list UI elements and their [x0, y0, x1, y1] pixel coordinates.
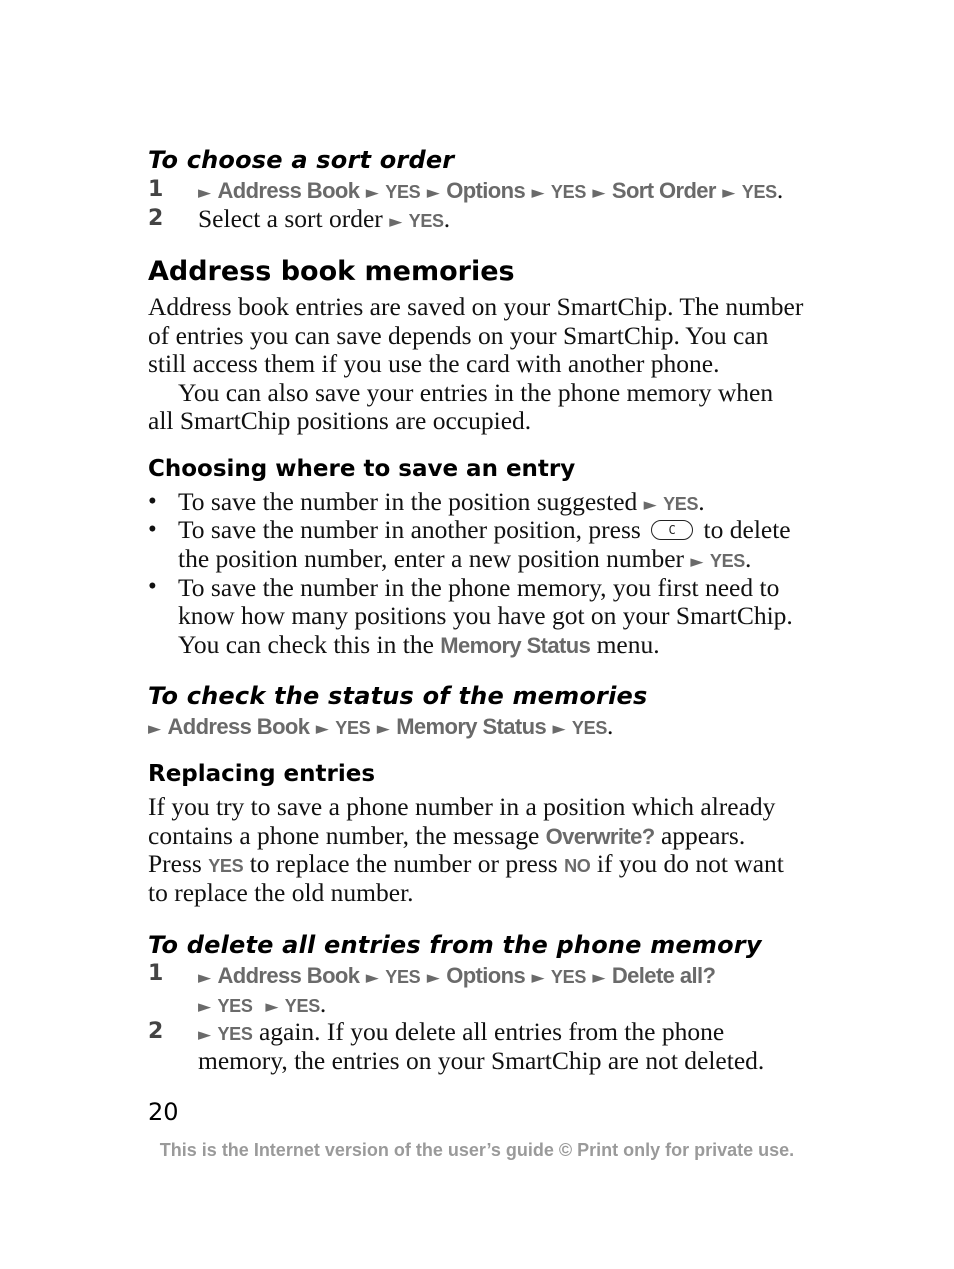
arrow-right-icon: ►	[592, 183, 606, 203]
bullet-item: To save the number in the position suggested ► YES.	[178, 487, 705, 516]
menu-item: Options	[446, 963, 526, 988]
yes-key-label: YES	[550, 182, 587, 202]
arrow-right-icon: ►	[365, 968, 379, 988]
paragraph-line: still access them if you use the card with another phone.	[148, 349, 720, 378]
delete-all-heading: To delete all entries from the phone memory	[148, 931, 762, 959]
delete-step-1-continued: ► YES ► YES.	[198, 989, 327, 1018]
paragraph-line: You can also save your entries in the phone memory when	[178, 378, 774, 407]
paragraph-line: to replace the old number.	[148, 878, 414, 907]
arrow-right-icon: ►	[376, 719, 390, 739]
bullet-text: To save the number in the position suggested	[178, 487, 638, 516]
bullet-icon: •	[148, 573, 157, 600]
menu-item: Address Book	[167, 714, 310, 739]
check-status-path: ► Address Book ► YES ► Memory Status ► YES.	[148, 711, 614, 740]
menu-item: Options	[446, 178, 526, 203]
yes-key-label: YES	[741, 182, 777, 202]
check-status-heading: To check the status of the memories	[148, 682, 648, 710]
yes-key-label: YES	[335, 718, 371, 738]
yes-key-label: YES	[709, 551, 745, 571]
bullet-text: know how many positions you have got on your SmartChip.	[178, 601, 793, 630]
paragraph-line: all SmartChip positions are occupied.	[148, 406, 532, 435]
yes-key-label: YES	[385, 182, 421, 202]
step-number: 1	[148, 177, 164, 202]
arrow-right-icon: ►	[198, 997, 212, 1017]
yes-key-label: YES	[550, 967, 587, 987]
yes-key-label: YES	[284, 996, 320, 1016]
bullet-text: You can check this in the	[178, 630, 434, 659]
yes-key-label: YES	[408, 211, 444, 231]
paragraph-line: of entries you can save depends on your SmartChip. You can	[148, 321, 769, 350]
arrow-right-icon: ►	[198, 1025, 212, 1045]
menu-item: Address Book	[217, 178, 360, 203]
step-number: 2	[148, 206, 164, 231]
yes-key-label: YES	[571, 718, 608, 738]
step-text: again. If you delete all entries from the phone	[258, 1017, 725, 1046]
arrow-right-icon: ►	[148, 719, 162, 739]
arrow-right-icon: ►	[198, 968, 212, 988]
arrow-right-icon: ►	[531, 968, 545, 988]
bullet-item	[178, 515, 791, 544]
bullet-text: To save the number in the phone memory, you first need to	[178, 573, 780, 602]
arrow-right-icon: ►	[643, 495, 657, 515]
bullet-icon: •	[148, 488, 157, 515]
sort-order-heading: To choose a sort order	[148, 146, 455, 174]
text: Press	[148, 849, 202, 878]
sort-order-step-2: Select a sort order ► YES.	[198, 204, 451, 233]
menu-item: Overwrite?	[545, 824, 655, 849]
arrow-right-icon: ►	[315, 719, 329, 739]
arrow-right-icon: ►	[531, 183, 545, 203]
arrow-right-icon: ►	[389, 212, 403, 232]
bullet-item-continued: the position number, enter a new position number ► YES.	[178, 544, 752, 573]
text: if you do not want	[596, 849, 784, 878]
yes-key-label: YES	[663, 494, 699, 514]
replacing-heading: Replacing entries	[148, 761, 376, 787]
menu-item: Memory Status	[396, 714, 547, 739]
arrow-right-icon: ►	[592, 968, 606, 988]
menu-item: Address Book	[217, 963, 360, 988]
choosing-heading: Choosing where to save an entry	[148, 456, 576, 482]
paragraph-line: If you try to save a phone number in a position which already	[148, 792, 776, 821]
paragraph-line	[148, 821, 745, 851]
bullet-text: to delete	[703, 515, 791, 544]
arrow-right-icon: ►	[690, 552, 704, 572]
text: appears.	[660, 821, 746, 850]
text: contains a phone number, the message	[148, 821, 540, 850]
no-key-label: NO	[564, 856, 591, 876]
bullet-item-continued	[178, 630, 660, 660]
page-number: 20	[148, 1098, 179, 1126]
yes-key-label: YES	[385, 967, 421, 987]
arrow-right-icon: ►	[265, 997, 279, 1017]
arrow-right-icon: ►	[365, 183, 379, 203]
arrow-right-icon: ►	[552, 719, 566, 739]
step-text: memory, the entries on your SmartChip are not deleted.	[198, 1046, 765, 1075]
footer-notice: This is the Internet version of the user’s guide © Print only for private use.	[159, 1140, 795, 1160]
text: to replace the number or press	[249, 849, 558, 878]
bullet-icon: •	[148, 516, 157, 543]
step-text: Select a sort order	[198, 204, 383, 233]
sort-order-step-1: ► Address Book ► YES ► Options ► YES ► Sort Order ► YES.	[198, 175, 784, 204]
bullet-text: To save the number in another position, press	[178, 515, 641, 544]
step-number: 2	[148, 1019, 164, 1044]
arrow-right-icon: ►	[722, 183, 736, 203]
c-key-icon: C	[651, 520, 693, 540]
bullet-text: menu.	[596, 630, 660, 659]
paragraph-line: Address book entries are saved on your SmartChip. The number	[148, 292, 804, 321]
bullet-text: the position number, enter a new position number	[178, 544, 685, 573]
memories-heading: Address book memories	[148, 256, 515, 287]
yes-key-label: YES	[217, 1024, 253, 1044]
menu-item: Delete all?	[611, 963, 716, 988]
yes-key-label: YES	[208, 856, 244, 876]
arrow-right-icon: ►	[426, 183, 440, 203]
menu-item: Sort Order	[611, 178, 716, 203]
menu-item: Memory Status	[440, 633, 591, 658]
step-number: 1	[148, 961, 164, 986]
arrow-right-icon: ►	[426, 968, 440, 988]
arrow-right-icon: ►	[198, 183, 212, 203]
yes-key-label: YES	[217, 996, 253, 1016]
paragraph-line	[148, 849, 784, 881]
